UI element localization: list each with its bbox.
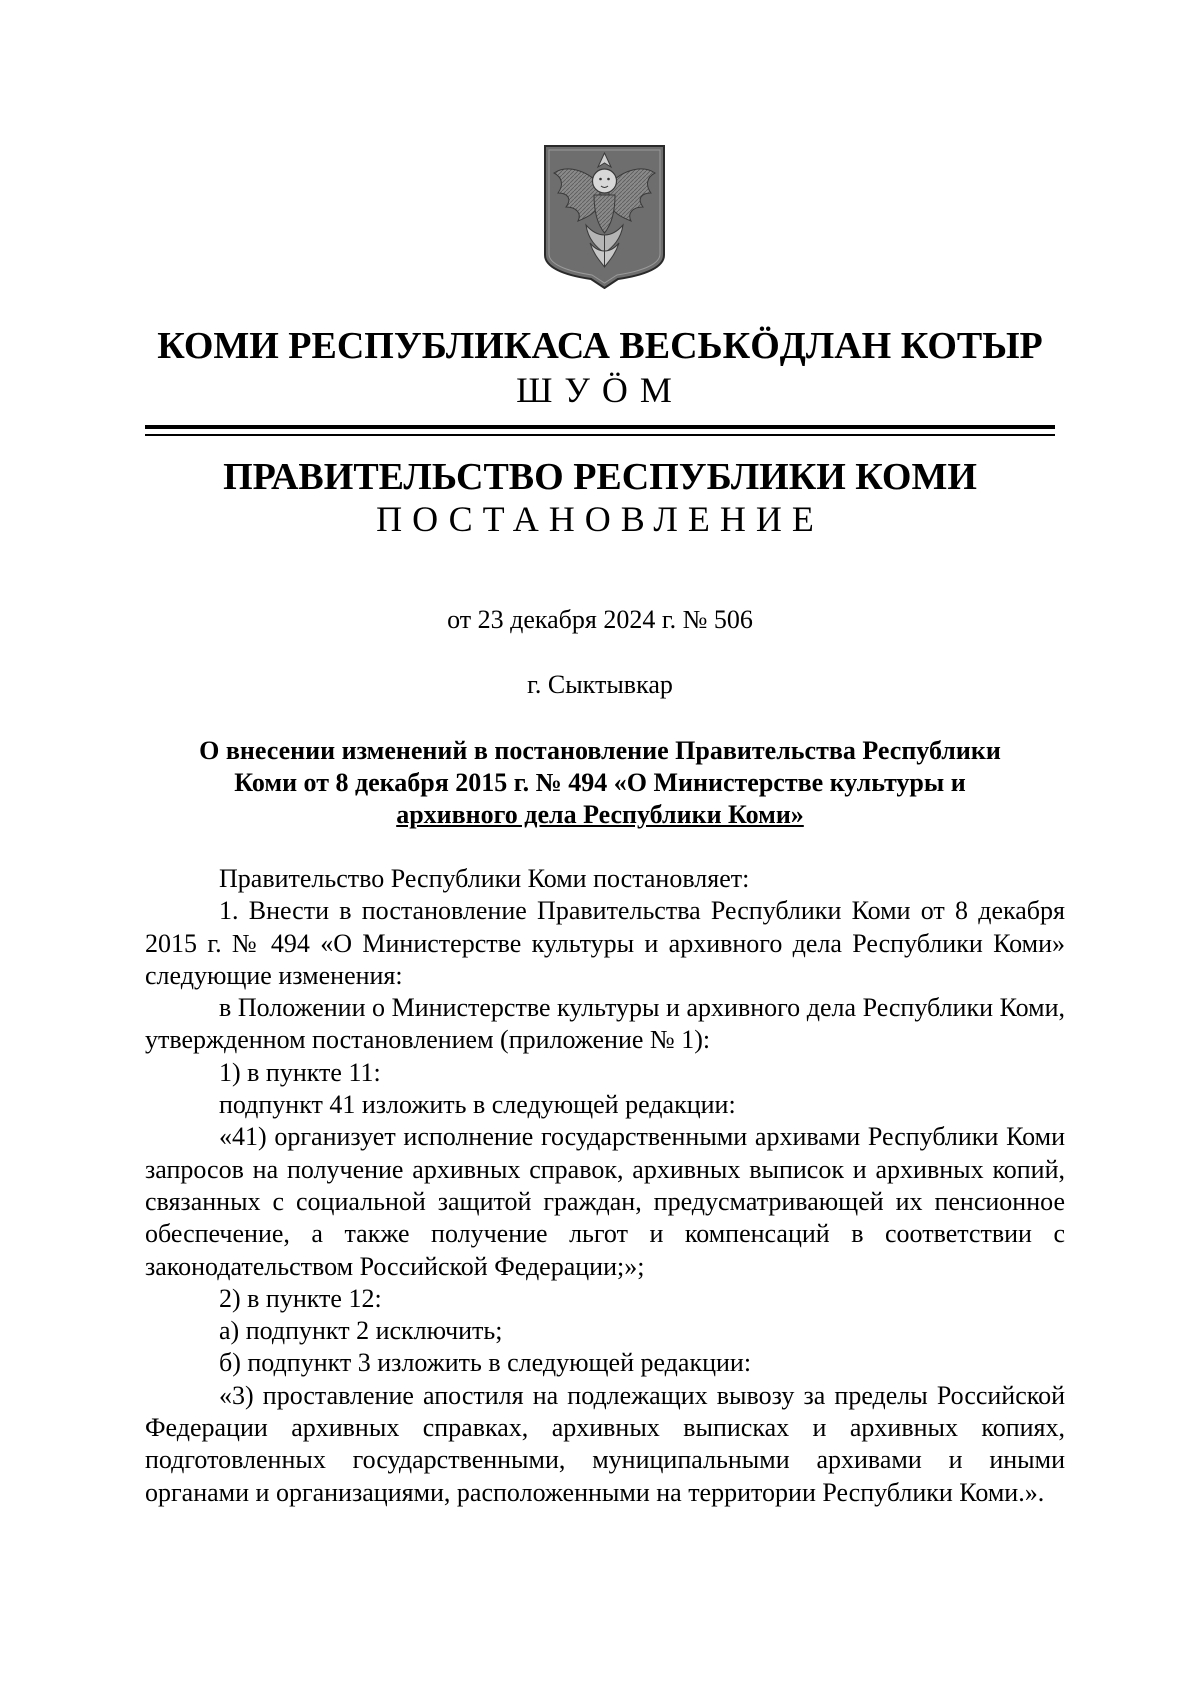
- body-paragraph: «3) проставление апостиля на подлежащих вывозу за пределы Российской Федерации архивных справках, архивных выписках и архивных копиях, подготовленных государственными, муниципальными архивами и иными органами и организациями, расположенными на территории Республики Коми.».: [145, 1380, 1065, 1507]
- body-paragraph: в Положении о Министерстве культуры и архивного дела Республики Коми, утвержденном постановлением (приложение № 1):: [145, 993, 1065, 1055]
- document-type-russian: ПОСТАНОВЛЕНИЕ: [376, 499, 824, 539]
- document-date-number: от 23 декабря 2024 г. № 506: [447, 605, 753, 634]
- document-title-line-text: архивного дела Республики Коми»: [396, 800, 804, 829]
- body-paragraph: подпункт 41 изложить в следующей редакции:: [219, 1090, 736, 1120]
- header-divider-thick: [145, 425, 1055, 429]
- body-paragraph: «41) организует исполнение государственными архивами Республики Коми запросов на получение архивных справок, архивных выписок и архивных копий, связанных с социальной защитой граждан, предусматривающей их пенсионное обеспечение, а также получение льгот и компенсаций в соответствии с законодательством Российской Федерации;»;: [145, 1122, 1065, 1281]
- document-title-line: О внесении изменений в постановление Правительства Республики: [199, 736, 1001, 765]
- body-paragraph: 2) в пункте 12:: [219, 1283, 382, 1313]
- document-type-komi: ШУӦМ: [516, 370, 684, 410]
- document-title-line: Коми от 8 декабря 2015 г. № 494 «О Министерстве культуры и: [234, 768, 966, 797]
- government-title-komi: КОМИ РЕСПУБЛИКАСА ВЕСЬКӦДЛАН КОТЫР: [157, 325, 1043, 367]
- document-body: [145, 863, 1065, 1509]
- body-paragraph: б) подпункт 3 изложить в следующей редакции:: [219, 1348, 752, 1378]
- header-divider-thin: [145, 434, 1055, 436]
- coat-of-arms-komi-icon: [542, 143, 667, 289]
- document-title: [140, 735, 1060, 831]
- body-paragraph: 1) в пункте 11:: [219, 1057, 381, 1087]
- body-paragraph: Правительство Республики Коми постановляет:: [219, 864, 750, 893]
- document-title-line: [140, 799, 1060, 831]
- government-title-russian: ПРАВИТЕЛЬСТВО РЕСПУБЛИКИ КОМИ: [223, 456, 977, 498]
- document-city: г. Сыктывкар: [527, 670, 673, 699]
- body-paragraph: 1. Внести в постановление Правительства Республики Коми от 8 декабря 2015 г. № 494 «О Министерстве культуры и архивного дела Республики Коми» следующие изменения:: [145, 896, 1065, 990]
- body-paragraph: а) подпункт 2 исключить;: [219, 1316, 503, 1346]
